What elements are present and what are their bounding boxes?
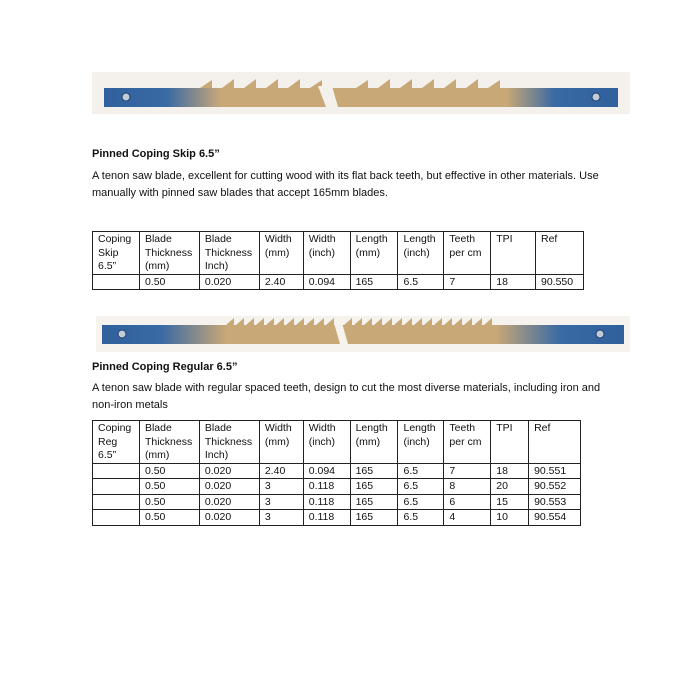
table-cell: 6: [444, 494, 491, 510]
header-cell: Blade Thickness (mm): [139, 421, 199, 464]
table-cell: 0.50: [139, 274, 199, 290]
table-cell: 3: [259, 479, 303, 495]
header-cell: TPI: [491, 421, 529, 464]
table-cell: [93, 479, 140, 495]
table-cell: 2.40: [259, 274, 303, 290]
section-title-regular: Pinned Coping Regular 6.5”: [92, 361, 238, 373]
table-cell: 90.553: [529, 494, 581, 510]
spec-table-skip: [92, 231, 584, 290]
table-cell: 10: [491, 510, 529, 526]
table-cell: 90.554: [529, 510, 581, 526]
table-row: [93, 463, 581, 479]
section-description-regular: A tenon saw blade with regular spaced teeth, design to cut the most diverse materials, including iron and non-iron metals: [92, 382, 601, 411]
table-cell: 3: [259, 494, 303, 510]
header-cell: Blade Thickness Inch): [199, 232, 259, 275]
table-cell: 6.5: [398, 463, 444, 479]
table-cell: 0.020: [199, 510, 259, 526]
table-cell: 0.020: [199, 463, 259, 479]
table-row: [93, 494, 581, 510]
table-cell: 90.550: [535, 274, 583, 290]
spec-table-regular: [92, 420, 581, 526]
table-cell: 6.5: [398, 274, 444, 290]
table-cell: 165: [350, 510, 398, 526]
table-cell: 165: [350, 274, 398, 290]
table-row: [93, 479, 581, 495]
table-cell: [93, 463, 140, 479]
table-cell: 18: [491, 274, 536, 290]
table-cell: 0.50: [139, 494, 199, 510]
table-cell: 3: [259, 510, 303, 526]
table-cell: 90.552: [529, 479, 581, 495]
table-cell: 0.118: [303, 494, 350, 510]
table-cell: 4: [444, 510, 491, 526]
table-cell: [93, 510, 140, 526]
table-cell: 6.5: [398, 494, 444, 510]
header-cell: Length (inch): [398, 232, 444, 275]
table-cell: [93, 274, 140, 290]
section-title-skip: Pinned Coping Skip 6.5”: [92, 148, 220, 160]
table-cell: 6.5: [398, 479, 444, 495]
table-cell: 165: [350, 479, 398, 495]
table-cell: 7: [444, 274, 491, 290]
table-cell: 165: [350, 494, 398, 510]
table-cell: 15: [491, 494, 529, 510]
table-cell: 18: [491, 463, 529, 479]
table-cell: 0.094: [303, 274, 350, 290]
table-cell: 0.020: [199, 494, 259, 510]
table-cell: [93, 494, 140, 510]
header-cell: Ref: [529, 421, 581, 464]
table-row: [93, 510, 581, 526]
table-header-row: [93, 232, 584, 275]
header-cell: Length (mm): [350, 232, 398, 275]
table-cell: 90.551: [529, 463, 581, 479]
table-cell: 2.40: [259, 463, 303, 479]
table-header-row: [93, 421, 581, 464]
table-cell: 8: [444, 479, 491, 495]
table-cell: 0.50: [139, 479, 199, 495]
table-row: [93, 274, 584, 290]
header-cell: TPI: [491, 232, 536, 275]
table-cell: 0.50: [139, 463, 199, 479]
header-cell: Blade Thickness (mm): [139, 232, 199, 275]
header-cell: Coping Reg 6.5”: [93, 421, 140, 464]
table-cell: 7: [444, 463, 491, 479]
table-cell: 20: [491, 479, 529, 495]
header-cell: Blade Thickness Inch): [199, 421, 259, 464]
table-cell: 0.094: [303, 463, 350, 479]
header-cell: Length (inch): [398, 421, 444, 464]
table-cell: 0.50: [139, 510, 199, 526]
header-cell: Ref: [535, 232, 583, 275]
table-cell: 0.118: [303, 479, 350, 495]
header-cell: Width (mm): [259, 232, 303, 275]
header-cell: Width (mm): [259, 421, 303, 464]
header-cell: Width (inch): [303, 421, 350, 464]
table-cell: 0.020: [199, 479, 259, 495]
header-cell: Coping Skip 6.5”: [93, 232, 140, 275]
table-cell: 6.5: [398, 510, 444, 526]
header-cell: Width (inch): [303, 232, 350, 275]
header-cell: Teeth per cm: [444, 421, 491, 464]
table-cell: 0.020: [199, 274, 259, 290]
section-description-skip: A tenon saw blade, excellent for cutting wood with its flat back teeth, but effective in other materials. Use manually with pinned saw blades that accept 165mm blades.: [92, 170, 599, 199]
header-cell: Teeth per cm: [444, 232, 491, 275]
table-cell: 165: [350, 463, 398, 479]
header-cell: Length (mm): [350, 421, 398, 464]
table-cell: 0.118: [303, 510, 350, 526]
